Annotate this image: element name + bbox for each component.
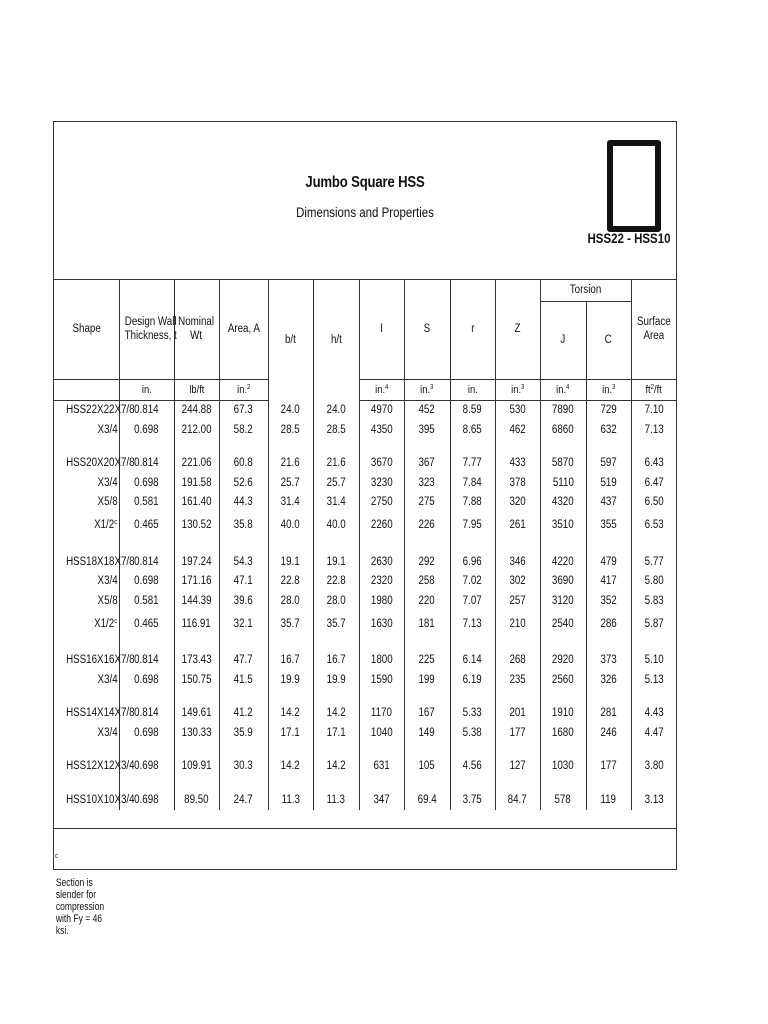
- cell-wt: 130.33: [174, 723, 219, 743]
- cell-shape: HSS22X22X7/8: [66, 404, 135, 417]
- cell-z: 210: [495, 611, 540, 637]
- table-row: [54, 493, 676, 513]
- cell-ht: 17.1: [313, 723, 359, 743]
- cell-j: 7890: [540, 400, 586, 420]
- cell-c: 437: [586, 493, 631, 513]
- cell-t: 0.814: [119, 651, 174, 671]
- cell-a: 54.3: [219, 552, 268, 572]
- properties-sheet: [53, 121, 677, 937]
- cell-s: 167: [404, 704, 450, 724]
- cell-s: 258: [404, 572, 450, 592]
- cell-sa: 6.53: [631, 512, 676, 538]
- cell-wt: 221.06: [174, 454, 219, 474]
- cell-wt: 161.40: [174, 493, 219, 513]
- cell-sa: 6.47: [631, 473, 676, 493]
- cell-sa: 3.80: [631, 757, 676, 777]
- cell-z: 302: [495, 572, 540, 592]
- cell-shape: X1/2$^c$: [94, 617, 118, 630]
- cell-j: 2920: [540, 651, 586, 671]
- cell-r: 7.02: [450, 572, 495, 592]
- cell-z: 127: [495, 757, 540, 777]
- table-row: [54, 723, 676, 743]
- cell-shape: X3/4: [97, 476, 118, 489]
- cell-bt: 21.6: [268, 454, 313, 474]
- table-row: [54, 512, 676, 538]
- cell-r: 7.77: [450, 454, 495, 474]
- unit-shape: [54, 379, 119, 400]
- group-spacer: [54, 690, 676, 704]
- cell-i: 3670: [359, 454, 404, 474]
- cell-a: 41.5: [219, 670, 268, 690]
- group-spacer: [54, 440, 676, 454]
- table-row: [54, 611, 676, 637]
- cell-a: 44.3: [219, 493, 268, 513]
- table-row: [54, 670, 676, 690]
- cell-s: 367: [404, 454, 450, 474]
- cell-r: 7.95: [450, 512, 495, 538]
- cell-c: 355: [586, 512, 631, 538]
- table-row: [54, 651, 676, 671]
- cell-sa: 6.43: [631, 454, 676, 474]
- col-surface-area: Surface Area: [631, 279, 676, 379]
- cell-shape: X3/4: [97, 423, 118, 436]
- cell-c: 177: [586, 757, 631, 777]
- cell-t: 0.698: [119, 572, 174, 592]
- cell-j: 3690: [540, 572, 586, 592]
- table-row: [54, 420, 676, 440]
- cell-wt: 191.58: [174, 473, 219, 493]
- cell-ht: 19.9: [313, 670, 359, 690]
- unit-C: in.$^3$: [586, 379, 631, 400]
- unit-area: in.$^2$: [219, 379, 268, 400]
- cell-bt: 28.5: [268, 420, 313, 440]
- cell-sa: 5.77: [631, 552, 676, 572]
- cell-sa: 5.83: [631, 591, 676, 611]
- cell-t: 0.698: [119, 473, 174, 493]
- table-subtitle: Dimensions and Properties: [296, 204, 434, 220]
- cell-wt: 173.43: [174, 651, 219, 671]
- cell-t: 0.814: [119, 704, 174, 724]
- cell-ht: 11.3: [313, 790, 359, 810]
- unit-r: in.: [450, 379, 495, 400]
- col-torsion: Torsion: [540, 279, 631, 301]
- table-row: [54, 790, 676, 810]
- cell-i: 2750: [359, 493, 404, 513]
- cell-sa: 6.50: [631, 493, 676, 513]
- cell-c: 729: [586, 400, 631, 420]
- square-hss-section-icon: [607, 140, 661, 232]
- cell-bt: 19.9: [268, 670, 313, 690]
- cell-wt: 149.61: [174, 704, 219, 724]
- table-row: [54, 591, 676, 611]
- cell-t: 0.465: [119, 611, 174, 637]
- cell-shape: HSS16X16X7/8: [66, 654, 135, 667]
- unit-thickness: in.: [119, 379, 174, 400]
- cell-wt: 130.52: [174, 512, 219, 538]
- cell-ht: 22.8: [313, 572, 359, 592]
- unit-Z: in.$^3$: [495, 379, 540, 400]
- cell-sa: 3.13: [631, 790, 676, 810]
- cell-t: 0.814: [119, 552, 174, 572]
- cell-bt: 11.3: [268, 790, 313, 810]
- table-row: [54, 473, 676, 493]
- cell-t: 0.698: [119, 670, 174, 690]
- cell-c: 119: [586, 790, 631, 810]
- cell-s: 220: [404, 591, 450, 611]
- cell-s: 149: [404, 723, 450, 743]
- cell-z: 378: [495, 473, 540, 493]
- cell-ht: 35.7: [313, 611, 359, 637]
- cell-j: 5110: [540, 473, 586, 493]
- cell-a: 60.8: [219, 454, 268, 474]
- cell-sa: 5.87: [631, 611, 676, 637]
- cell-sa: 5.13: [631, 670, 676, 690]
- table-header-block: [54, 122, 676, 280]
- cell-j: 3510: [540, 512, 586, 538]
- cell-c: 519: [586, 473, 631, 493]
- cell-i: 1590: [359, 670, 404, 690]
- cell-a: 47.1: [219, 572, 268, 592]
- cell-r: 8.59: [450, 400, 495, 420]
- cell-a: 30.3: [219, 757, 268, 777]
- cell-sa: 7.10: [631, 400, 676, 420]
- cell-j: 1680: [540, 723, 586, 743]
- cell-i: 2260: [359, 512, 404, 538]
- cell-a: 41.2: [219, 704, 268, 724]
- cell-i: 1170: [359, 704, 404, 724]
- table-row: [54, 552, 676, 572]
- table-row: [54, 454, 676, 474]
- cell-z: 84.7: [495, 790, 540, 810]
- cell-s: 323: [404, 473, 450, 493]
- cell-c: 479: [586, 552, 631, 572]
- cell-ht: 14.2: [313, 757, 359, 777]
- cell-i: 1630: [359, 611, 404, 637]
- cell-s: 225: [404, 651, 450, 671]
- cell-shape: X5/8: [97, 496, 118, 509]
- table-body: [54, 400, 676, 810]
- cell-bt: 28.0: [268, 591, 313, 611]
- col-shape: Shape: [72, 322, 101, 335]
- cell-z: 177: [495, 723, 540, 743]
- cell-bt: 25.7: [268, 473, 313, 493]
- col-J: J: [540, 301, 586, 379]
- cell-i: 1800: [359, 651, 404, 671]
- cell-s: 69.4: [404, 790, 450, 810]
- unit-surface: $ft^2/ft$: [631, 379, 676, 400]
- table-row: [54, 704, 676, 724]
- table-row: [54, 400, 676, 420]
- cell-shape: HSS20X20X7/8: [66, 457, 135, 470]
- cell-s: 181: [404, 611, 450, 637]
- group-spacer: [54, 743, 676, 757]
- cell-r: 5.38: [450, 723, 495, 743]
- cell-t: 0.814: [119, 400, 174, 420]
- cell-bt: 17.1: [268, 723, 313, 743]
- cell-shape: HSS18X18X7/8: [66, 555, 135, 568]
- table-title: Jumbo Square HSS: [305, 174, 425, 191]
- cell-sa: 5.10: [631, 651, 676, 671]
- cell-r: 6.19: [450, 670, 495, 690]
- table-row: [54, 757, 676, 777]
- col-C: C: [586, 301, 631, 379]
- cell-shape: HSS14X14X7/8: [66, 707, 135, 720]
- cell-shape: X5/8: [97, 594, 118, 607]
- cell-wt: 212.00: [174, 420, 219, 440]
- cell-a: 39.6: [219, 591, 268, 611]
- cell-a: 47.7: [219, 651, 268, 671]
- cell-wt: 144.39: [174, 591, 219, 611]
- cell-j: 4220: [540, 552, 586, 572]
- cell-t: 0.698: [119, 723, 174, 743]
- cell-shape: X3/4: [97, 673, 118, 686]
- cell-wt: 109.91: [174, 757, 219, 777]
- cell-a: 32.1: [219, 611, 268, 637]
- cell-bt: 19.1: [268, 552, 313, 572]
- cell-z: 530: [495, 400, 540, 420]
- cell-sa: 5.80: [631, 572, 676, 592]
- unit-wt: lb/ft: [174, 379, 219, 400]
- cell-a: 58.2: [219, 420, 268, 440]
- cell-sa: 7.13: [631, 420, 676, 440]
- cell-j: 2540: [540, 611, 586, 637]
- cell-sa: 4.43: [631, 704, 676, 724]
- cell-i: 1980: [359, 591, 404, 611]
- col-bt: b/t: [268, 279, 313, 400]
- cell-j: 578: [540, 790, 586, 810]
- cell-a: 67.3: [219, 400, 268, 420]
- group-spacer: [54, 637, 676, 651]
- cell-ht: 19.1: [313, 552, 359, 572]
- cell-ht: 40.0: [313, 512, 359, 538]
- cell-z: 201: [495, 704, 540, 724]
- col-S: S: [404, 279, 450, 379]
- group-spacer: [54, 538, 676, 552]
- cell-bt: 31.4: [268, 493, 313, 513]
- cell-z: 257: [495, 591, 540, 611]
- cell-r: 6.14: [450, 651, 495, 671]
- cell-c: 281: [586, 704, 631, 724]
- cell-wt: 244.88: [174, 400, 219, 420]
- cell-z: 261: [495, 512, 540, 538]
- cell-r: 7.13: [450, 611, 495, 637]
- cell-ht: 28.5: [313, 420, 359, 440]
- cell-s: 395: [404, 420, 450, 440]
- cell-s: 105: [404, 757, 450, 777]
- cell-c: 417: [586, 572, 631, 592]
- cell-bt: 14.2: [268, 757, 313, 777]
- cell-c: 326: [586, 670, 631, 690]
- footnote-text: Section is slender for compression with Fy = 46 ksi.: [55, 877, 105, 937]
- table-row: [54, 572, 676, 592]
- col-ht: h/t: [313, 279, 359, 400]
- units-row: [54, 379, 676, 400]
- cell-ht: 14.2: [313, 704, 359, 724]
- cell-wt: 116.91: [174, 611, 219, 637]
- size-range-label: HSS22 - HSS10: [587, 230, 671, 246]
- cell-s: 275: [404, 493, 450, 513]
- cell-z: 320: [495, 493, 540, 513]
- cell-r: 7.84: [450, 473, 495, 493]
- cell-z: 462: [495, 420, 540, 440]
- cell-z: 235: [495, 670, 540, 690]
- cell-c: 373: [586, 651, 631, 671]
- cell-z: 268: [495, 651, 540, 671]
- cell-ht: 28.0: [313, 591, 359, 611]
- cell-j: 1910: [540, 704, 586, 724]
- cell-bt: 14.2: [268, 704, 313, 724]
- cell-a: 24.7: [219, 790, 268, 810]
- cell-wt: 150.75: [174, 670, 219, 690]
- col-area: Area, A: [219, 279, 268, 379]
- cell-ht: 31.4: [313, 493, 359, 513]
- cell-j: 4320: [540, 493, 586, 513]
- cell-i: 4970: [359, 400, 404, 420]
- cell-i: 1040: [359, 723, 404, 743]
- cell-c: 286: [586, 611, 631, 637]
- cell-i: 4350: [359, 420, 404, 440]
- cell-shape: X1/2$^c$: [94, 519, 118, 531]
- cell-c: 597: [586, 454, 631, 474]
- col-I: I: [359, 279, 404, 379]
- cell-i: 3230: [359, 473, 404, 493]
- cell-j: 3120: [540, 591, 586, 611]
- cell-r: 5.33: [450, 704, 495, 724]
- cell-ht: 25.7: [313, 473, 359, 493]
- cell-sa: 4.47: [631, 723, 676, 743]
- cell-s: 199: [404, 670, 450, 690]
- cell-s: 292: [404, 552, 450, 572]
- unit-J: in.$^4$: [540, 379, 586, 400]
- cell-r: 7.88: [450, 493, 495, 513]
- properties-table: [54, 279, 676, 810]
- cell-r: 8.65: [450, 420, 495, 440]
- cell-r: 4.56: [450, 757, 495, 777]
- cell-j: 1030: [540, 757, 586, 777]
- cell-z: 433: [495, 454, 540, 474]
- cell-bt: 16.7: [268, 651, 313, 671]
- cell-i: 2630: [359, 552, 404, 572]
- cell-t: 0.698: [119, 757, 174, 777]
- cell-a: 35.9: [219, 723, 268, 743]
- cell-bt: 40.0: [268, 512, 313, 538]
- cell-c: 632: [586, 420, 631, 440]
- cell-t: 0.465: [119, 512, 174, 538]
- footnote: [54, 828, 676, 937]
- cell-wt: 171.16: [174, 572, 219, 592]
- cell-j: 5870: [540, 454, 586, 474]
- footnote-marker: c: [55, 853, 59, 860]
- cell-ht: 24.0: [313, 400, 359, 420]
- cell-t: 0.814: [119, 454, 174, 474]
- cell-z: 346: [495, 552, 540, 572]
- cell-s: 226: [404, 512, 450, 538]
- unit-S: in.$^3$: [404, 379, 450, 400]
- cell-i: 631: [359, 757, 404, 777]
- cell-r: 6.96: [450, 552, 495, 572]
- group-spacer: [54, 776, 676, 790]
- cell-shape: X3/4: [97, 575, 118, 588]
- cell-c: 352: [586, 591, 631, 611]
- cell-shape: X3/4: [97, 726, 118, 739]
- cell-bt: 22.8: [268, 572, 313, 592]
- cell-t: 0.698: [119, 420, 174, 440]
- cell-r: 7.07: [450, 591, 495, 611]
- col-nominal-wt: Nominal Wt: [174, 279, 219, 379]
- cell-t: 0.581: [119, 591, 174, 611]
- cell-t: 0.581: [119, 493, 174, 513]
- cell-bt: 24.0: [268, 400, 313, 420]
- cell-c: 246: [586, 723, 631, 743]
- cell-t: 0.698: [119, 790, 174, 810]
- cell-ht: 16.7: [313, 651, 359, 671]
- col-Z: Z: [495, 279, 540, 379]
- cell-a: 35.8: [219, 512, 268, 538]
- cell-i: 347: [359, 790, 404, 810]
- cell-ht: 21.6: [313, 454, 359, 474]
- cell-shape: HSS10X10X3/4: [66, 793, 135, 806]
- col-thickness: Design Wall Thickness, t: [119, 279, 174, 379]
- cell-i: 2320: [359, 572, 404, 592]
- cell-bt: 35.7: [268, 611, 313, 637]
- cell-wt: 89.50: [174, 790, 219, 810]
- cell-s: 452: [404, 400, 450, 420]
- cell-wt: 197.24: [174, 552, 219, 572]
- cell-j: 2560: [540, 670, 586, 690]
- unit-I: in.$^4$: [359, 379, 404, 400]
- cell-r: 3.75: [450, 790, 495, 810]
- col-r: r: [450, 279, 495, 379]
- cell-shape: HSS12X12X3/4: [66, 760, 135, 773]
- cell-j: 6860: [540, 420, 586, 440]
- cell-a: 52.6: [219, 473, 268, 493]
